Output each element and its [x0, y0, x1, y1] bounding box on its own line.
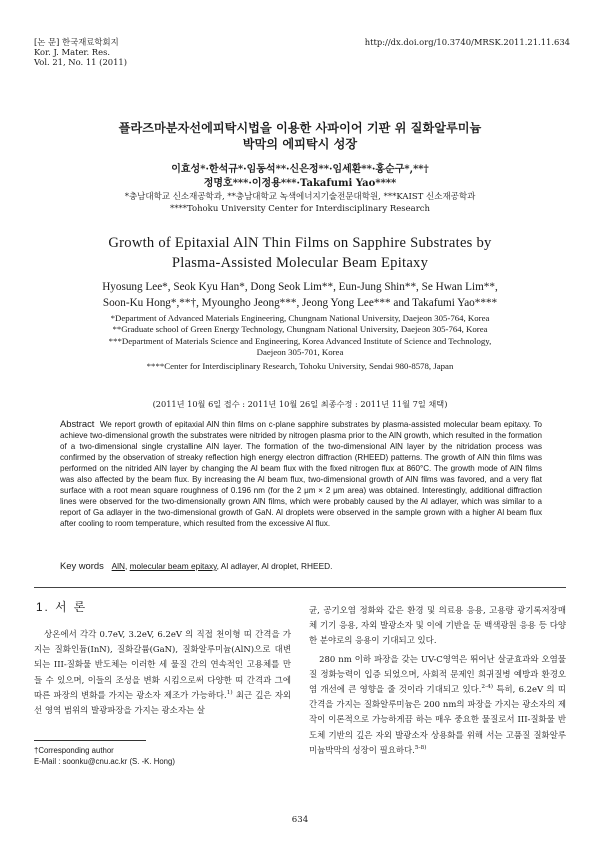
citation-2: 2-4): [481, 684, 494, 691]
corresponding-author: †Corresponding author: [34, 746, 114, 755]
footnote: [34, 745, 175, 767]
english-affiliation-line-1: *Department of Advanced Materials Engineering, Chungnam National University, Daejeon 305-764, Korea: [110, 313, 490, 323]
english-title-line-2: Plasma-Assisted Molecular Beam Epitaxy: [171, 254, 429, 271]
keyword-link-aln[interactable]: AlN: [111, 561, 126, 571]
keywords-label: Key words: [60, 560, 104, 571]
intro-paragraph-1-continued: 균, 공기오염 정화와 같은 환경 및 의료용 응용, 고용량 광기록저장매체 기기 응용, 자외 발광소자 및 이에 기반을 둔 백색광원 응용 등 다양한 분야로의 응용이 기대되고 있다.: [309, 605, 566, 646]
keyword-separator: ,: [125, 561, 130, 571]
body-column-right: [309, 603, 566, 758]
citation-1: 1): [226, 690, 233, 696]
journal-name-ko: [논 문] 한국재료학회지: [34, 37, 119, 47]
intro-paragraph-1: [34, 627, 291, 718]
keywords: [60, 560, 542, 572]
korean-affiliation-line-2: ****Tohoku University Center for Interdisciplinary Research: [169, 203, 431, 214]
english-affiliations: [40, 313, 560, 372]
doi-header: [365, 37, 570, 47]
abstract: [60, 418, 542, 529]
korean-authors-line-1: 이효성*·한석규*·임동석**·신은정**·임세환**·홍순구*,**†: [171, 164, 429, 175]
korean-title-line-2: 박막의 에피탁시 성장: [242, 137, 358, 152]
korean-title: [40, 120, 560, 152]
korean-authors: [40, 163, 560, 191]
english-title-line-1: Growth of Epitaxial AlN Thin Films on Sapphire Substrates by: [108, 235, 492, 251]
intro-paragraph-2: [309, 652, 566, 758]
journal-info: [34, 37, 127, 68]
section-divider: [34, 587, 566, 588]
intro-paragraph-2-tail: 특히, 6.2eV 의 띠간격을 가지는 질화알루미늄은 200 nm의 파장을 가지는 광소자의 제작이 이론적으로 가능하게끔 하는 매우 중요한 물질로서 III-질화물 반도체 기반의 깊은 자외 발광소자 상용화를 위해 서는 고품질 질화알루미늄박막의 성장이 필요하다.: [309, 684, 566, 755]
abstract-text: We report growth of epitaxial AlN thin films on c-plane sapphire substrates by plasma-assisted molecular beam epitaxy. To achieve two-dimensional growth the substrates were nitrided by nitrogen plasma prior to the AlN growth, which resulted in the formation of a two-dimensional single crystalline AlN layer. The formation of the two-dimensional AlN layer by the nitridation process was confirmed by the observation of streaky reflection high energy electron diffraction (RHEED) patterns. The growth of AlN thin films was performed on the nitrided AlN layer by changing the Al beam flux with the fixed nitrogen flux at 860°C. The growth mode of AlN films was also affected by the beam flux. By increasing the Al beam flux, two-dimensional growth of AlN films was favored, and a very flat surface with a root mean square roughness of 0.196 nm (for the 2 μm × 2 μm area) was obtained. Interestingly, additional diffraction lines were observed for the two-dimensionally grown AlN films, which were probably caused by the Al adlayer, which was similar to a report of Ga adlayer in the two-dimensional growth of GaN. Al droplets were observed in the sample grown with a higher Al beam flux after cooling to room temperature, which resulted from the excessive Al flux.: [60, 420, 542, 529]
english-affiliation-line-2: **Graduate school of Green Energy Technology, Chungnam National University, Daejeon 305-764, Korea: [112, 324, 488, 335]
korean-affiliations: [40, 192, 560, 215]
korean-title-line-1: 플라즈마분자선에피탁시법을 이용한 사파이어 기판 위 질화알루미늄: [118, 121, 482, 135]
keywords-rest: , Al adlayer, Al droplet, RHEED.: [216, 561, 333, 571]
english-authors-line-1: Hyosung Lee*, Seok Kyu Han*, Dong Seok Lim**, Eun-Jung Shin**, Se Hwan Lim**,: [102, 281, 498, 293]
submission-dates: (2011년 10월 6일 접수 : 2011년 10월 26일 최종수정 : 2011년 11월 7일 채택): [152, 399, 448, 409]
corresponding-email: E-Mail : soonku@cnu.ac.kr (S. -K. Hong): [34, 757, 175, 766]
english-authors: [40, 280, 560, 311]
korean-authors-line-2: 정명호***·이정용***·Takafumi Yao****: [203, 178, 397, 189]
english-affiliation-line-3: ***Department of Materials Science and Engineering, Korea Advanced Institute of Science and Technology,: [108, 335, 492, 346]
english-authors-line-2: Soon-Ku Hong*,**†, Myoungho Jeong***, Jeong Yong Lee*** and Takafumi Yao****: [102, 296, 498, 309]
doi-link[interactable]: http://dx.doi.org/10.3740/MRSK.2011.21.11.634: [364, 37, 570, 47]
citation-3: 5-8): [414, 745, 427, 752]
journal-volume: Vol. 21, No. 11 (2011): [34, 57, 128, 68]
intro-paragraph-2-text: 280 nm 이하 파장을 갖는 UV-C영역은 뛰어난 살균효과와 오염물질 정화능력이 입증 되었으며, 사회적 문제인 희귀질병 예방과 환경오염 개선에 큰 영향을 줄 것이라 기대되고 있다.: [309, 653, 566, 695]
english-affiliation-line-4: Daejeon 305-701, Korea: [256, 347, 344, 358]
korean-affiliation-line-1: *충남대학교 신소재공학과, **충남대학교 녹색에너지기술전문대학원, ***KAIST 신소재공학과: [124, 192, 476, 202]
body-column-left: [34, 627, 291, 718]
english-title: [30, 234, 570, 273]
english-affiliation-line-5: ****Center for Interdisciplinary Research, Tohoku University, Sendai 980-8578, Japan: [146, 360, 454, 371]
keyword-link-mbe[interactable]: molecular beam epitaxy: [129, 561, 217, 571]
section-heading-introduction: 1. 서 론: [36, 600, 88, 614]
journal-name-en: Kor. J. Mater. Res.: [34, 47, 111, 58]
abstract-label: Abstract: [60, 418, 95, 429]
footnote-divider: [34, 740, 146, 741]
intro-paragraph-1-tail: 최근 깊은 자외선 영역 범위의 발광파장을 가지는 광소자는 살: [34, 689, 292, 716]
intro-paragraph-1-text: 상온에서 각각 0.7eV, 3.2eV, 6.2eV 의 직접 천이형 띠 간격을 가지는 질화인듐(InN), 질화갈륨(GaN), 질화알루미늄(AlN)으로 대변되는 III-질화물 반도체는 이러한 세 물질 간의 연속적인 고용체를 만들 수 있으며, 이들의 조성을 변화 시킴으로써 다양한 띠 간격과 그에 따른 파장의 변화를 가지는 광소자 제조가 가능하다.: [34, 629, 291, 700]
page-number: 634: [291, 815, 309, 825]
